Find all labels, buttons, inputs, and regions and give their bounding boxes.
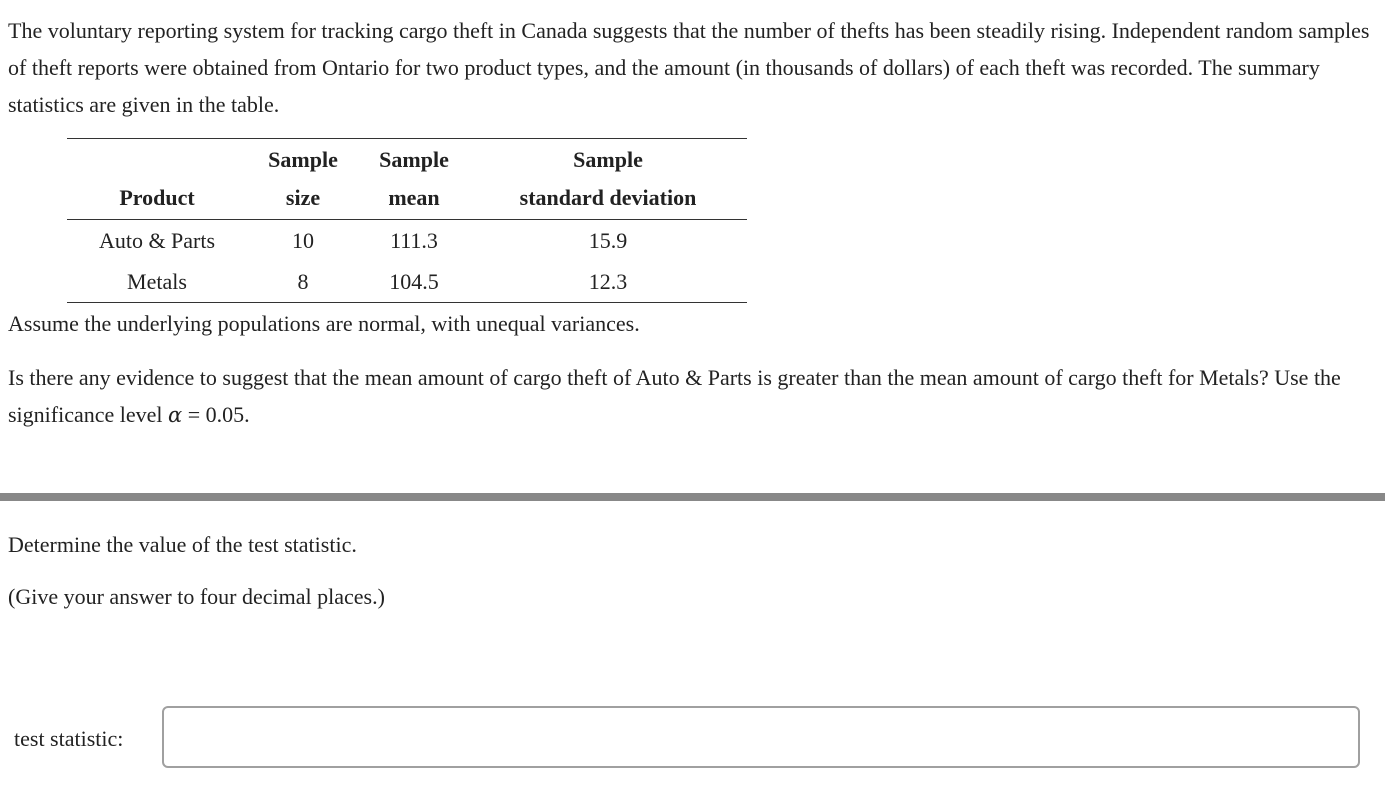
table-header-cell: mean xyxy=(359,179,469,220)
table-cell: 8 xyxy=(247,261,359,303)
table-header-cell xyxy=(67,139,247,180)
question-text xyxy=(8,359,1378,434)
equals-sign: = xyxy=(182,402,206,427)
table-header-cell: Sample xyxy=(379,147,449,172)
table-header-cell: Product xyxy=(67,179,247,220)
table-cell: Metals xyxy=(67,261,247,303)
table-cell: 15.9 xyxy=(588,228,628,253)
section-divider xyxy=(0,493,1385,501)
answer-label: test statistic: xyxy=(14,726,124,751)
table-row xyxy=(67,220,747,262)
table-header-cell: standard deviation xyxy=(469,179,747,220)
question-body: Is there any evidence to suggest that the mean amount of cargo theft of Auto & Parts is greater than the mean amount of cargo theft for Metals? Use the significance level xyxy=(8,365,1341,427)
alpha-value: 0.05 xyxy=(205,402,245,427)
part-prompt: Determine the value of the test statistic. xyxy=(8,532,357,557)
question-end: . xyxy=(244,402,250,427)
table-header-cell: Sample xyxy=(573,147,643,172)
summary-statistics-table xyxy=(67,138,747,303)
table-header-row xyxy=(67,179,747,220)
table-cell: 104.5 xyxy=(359,261,469,303)
table-cell: 12.3 xyxy=(469,261,747,303)
table-cell: Auto & Parts xyxy=(98,228,216,253)
table-row xyxy=(67,261,747,303)
table-header-cell: Sample xyxy=(268,147,338,172)
problem-intro: The voluntary reporting system for tracking cargo theft in Canada suggests that the number of thefts has been steadily rising. Independent random samples of theft reports were obtained from Ontario for two product types, and the amount (in thousands of dollars) of each theft was recorded. The summary statistics are given in the table. xyxy=(8,18,1370,117)
part-hint: (Give your answer to four decimal places.) xyxy=(8,584,385,609)
table-cell: 111.3 xyxy=(390,228,438,253)
assumption-text: Assume the underlying populations are normal, with unequal variances. xyxy=(8,311,640,336)
test-statistic-input[interactable] xyxy=(162,706,1360,768)
alpha-symbol: α xyxy=(168,403,183,427)
table-header-row xyxy=(67,139,747,180)
table-header-cell: size xyxy=(247,179,359,220)
table-cell: 10 xyxy=(292,228,314,253)
